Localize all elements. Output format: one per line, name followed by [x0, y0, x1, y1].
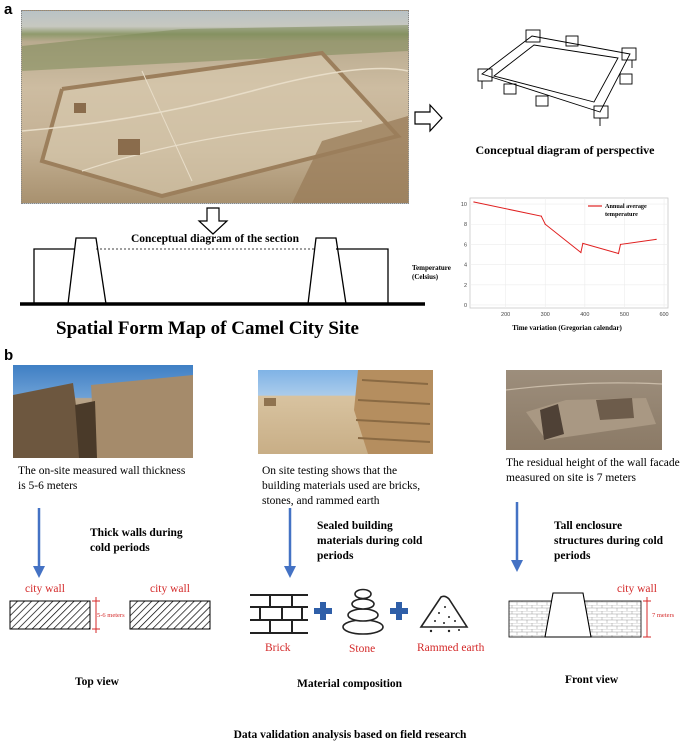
perspective-wall-diagram	[470, 14, 645, 134]
front-view-diagram	[507, 593, 657, 638]
chart-x-tick-label: 400	[580, 312, 590, 318]
chart-y-tick-label: 6	[463, 242, 467, 249]
down-arrow-blue-icon-2	[284, 508, 296, 578]
chart-y-tick-label: 10	[460, 202, 467, 209]
chart-ylabel: Temperature (Celsius)	[412, 264, 451, 281]
col3-measure: 7 meters	[652, 612, 675, 619]
chart-point	[473, 201, 474, 202]
col1-inference: Thick walls during cold periods	[90, 527, 183, 554]
wall-thickness-photo	[13, 365, 193, 458]
material-rammed-earth-label: Rammed earth	[417, 642, 485, 654]
chart-y-tick-label: 4	[463, 262, 467, 269]
chart-point	[580, 252, 581, 253]
col3-caption: The residual height of the wall facade measured on site is 7 meters	[506, 457, 680, 484]
aerial-site-photo	[21, 10, 409, 204]
col3-city-wall: city wall	[617, 583, 657, 595]
col3-view-label: Front view	[565, 674, 619, 686]
material-stone-label: Stone	[349, 643, 376, 655]
chart-x-tick-label: 200	[501, 312, 511, 318]
chart-x-tick-label: 500	[619, 312, 630, 318]
col2-view-label: Material composition	[297, 678, 403, 690]
down-arrow-icon	[199, 207, 229, 235]
panel-b-label: b	[4, 347, 14, 364]
plus-icon	[314, 602, 332, 620]
rammed-earth-icon	[419, 593, 469, 633]
col1-city-wall-left: city wall	[25, 583, 65, 595]
material-brick-label: Brick	[265, 642, 291, 654]
footer-caption: Data validation analysis based on field research	[233, 729, 467, 741]
chart-legend-label: Annual average temperature	[605, 203, 647, 218]
facade-photo-art	[506, 370, 662, 450]
col1-measure: 5-6 meters	[97, 612, 125, 619]
chart-y-tick-label: 8	[463, 222, 467, 229]
chart-y-tick-label: 0	[463, 302, 467, 309]
chart-point	[545, 224, 546, 225]
plus-icon-2	[390, 602, 408, 620]
chart-point	[620, 244, 621, 245]
perspective-caption: Conceptual diagram of perspective	[475, 143, 655, 157]
section-diagram	[20, 234, 425, 309]
chart-x-tick-label: 300	[540, 312, 550, 318]
col3-inference: Tall enclosure structures during cold periods	[554, 520, 664, 562]
down-arrow-blue-icon-3	[511, 502, 523, 572]
chart-point	[541, 216, 542, 217]
chart-x-tick-label: 600	[659, 312, 669, 318]
col1-city-wall-right: city wall	[150, 583, 190, 595]
temperature-chart	[412, 196, 680, 338]
chart-xlabel: Time variation (Gregorian calendar)	[512, 324, 622, 332]
chart-frame	[470, 198, 668, 308]
chart-point	[618, 253, 619, 254]
right-arrow-icon	[414, 104, 444, 132]
aerial-photo-art	[22, 11, 408, 203]
panel-a-label: a	[4, 1, 13, 18]
stone-icon	[341, 585, 385, 635]
chart-point	[582, 243, 583, 244]
wall-photo-art	[13, 365, 193, 458]
materials-photo-art	[258, 370, 433, 454]
materials-photo	[258, 370, 433, 454]
col1-view-label: Top view	[75, 676, 119, 688]
chart-y-tick-label: 2	[463, 282, 467, 289]
down-arrow-blue-icon	[33, 508, 45, 578]
col2-inference: Sealed building materials during cold periods	[317, 520, 423, 562]
chart-point	[656, 239, 657, 240]
col1-caption: The on-site measured wall thickness is 5-6 meters	[18, 465, 186, 492]
facade-height-photo	[506, 370, 662, 450]
section-caption: Conceptual diagram of the section	[130, 233, 299, 245]
map-title: Spatial Form Map of Camel City Site	[56, 318, 359, 339]
col2-caption: On site testing shows that the building materials used are bricks, stones, and rammed earth	[262, 465, 421, 507]
brick-icon	[250, 593, 308, 635]
chart-plot	[456, 196, 676, 318]
